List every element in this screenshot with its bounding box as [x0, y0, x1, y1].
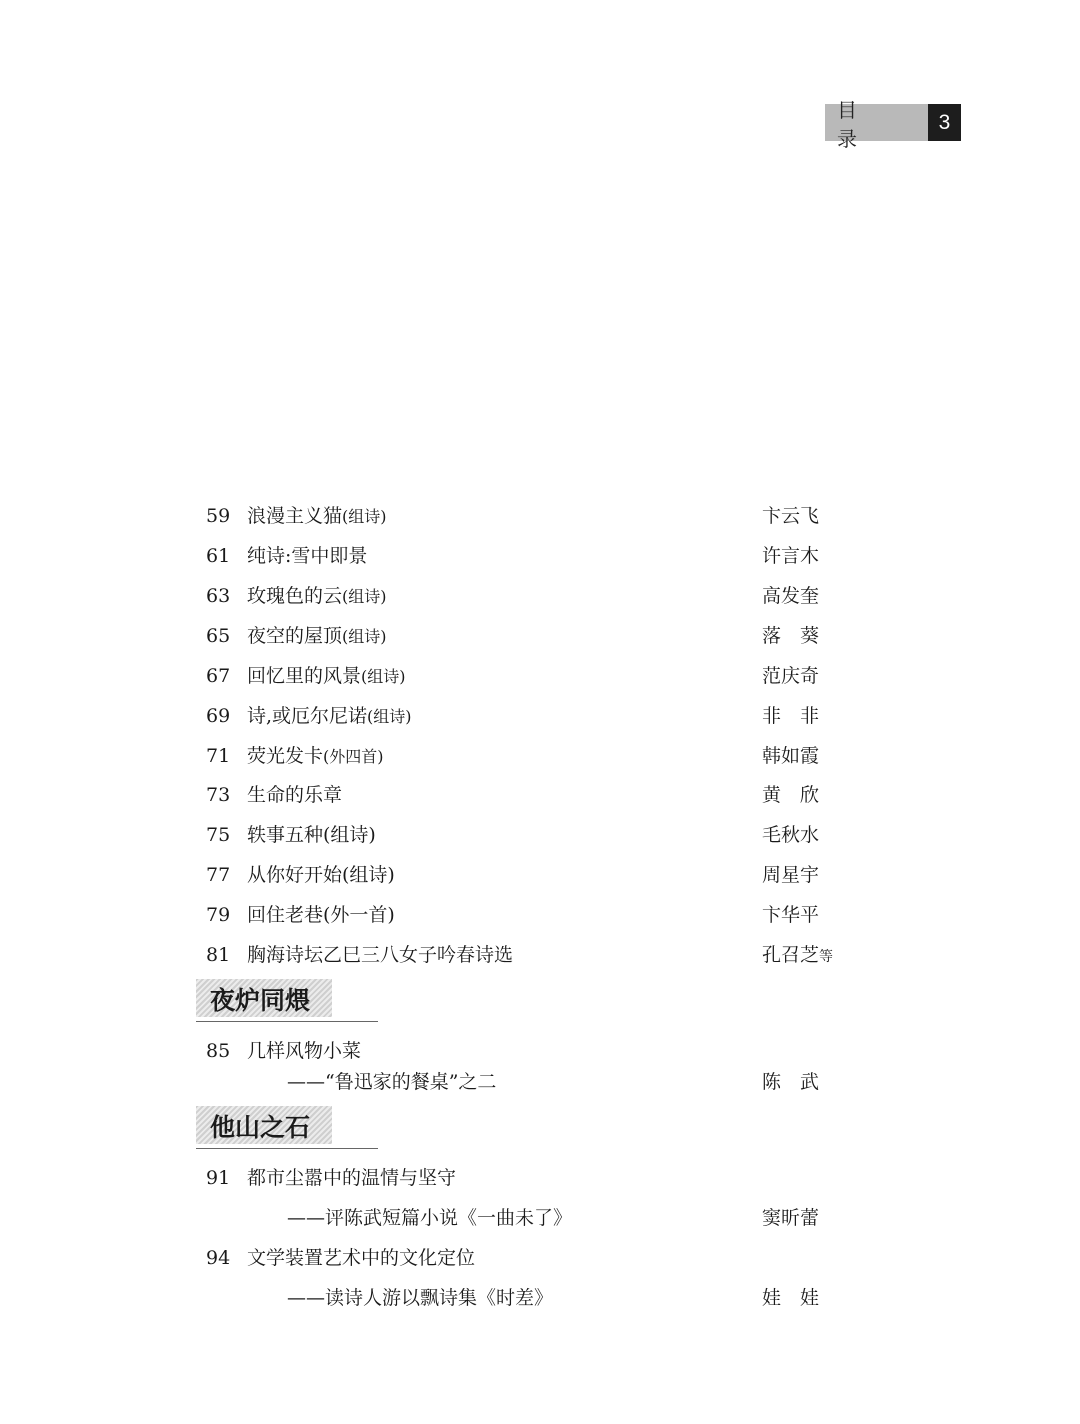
entry-subtitle: ——读诗人游以飘诗集《时差》: [287, 1287, 554, 1309]
entry-title: 回忆里的风景(组诗): [247, 665, 406, 687]
entry-title: 生命的乐章: [247, 784, 343, 806]
entry-page: 61: [206, 545, 231, 567]
entry-author: 落 葵: [762, 625, 820, 647]
section-divider: [196, 1148, 378, 1149]
entry-author: 孔召芝等: [762, 944, 834, 966]
entry-author: 陈 武: [762, 1071, 820, 1093]
entry-author: 卞华平: [762, 904, 820, 926]
entry-author: 周星宇: [762, 864, 820, 886]
entry-author: 窦昕蕾: [762, 1207, 820, 1229]
entry-author: 黄 欣: [762, 784, 820, 806]
toc-header-text: 目 录: [837, 97, 897, 151]
entry-author: 范庆奇: [762, 665, 820, 687]
entry-title: 夜空的屋顶(组诗): [247, 625, 387, 647]
entry-page: 65: [206, 625, 231, 647]
entry-subtitle: ——评陈武短篇小说《一曲未了》: [287, 1207, 573, 1229]
entry-title: 胸海诗坛乙巳三八女子吟春诗选: [247, 944, 514, 966]
entry-author: 娃 娃: [762, 1287, 820, 1309]
entry-title: 荧光发卡(外四首): [247, 745, 384, 767]
entry-page: 71: [206, 745, 231, 767]
entry-page: 94: [206, 1247, 231, 1269]
entry-page: 77: [206, 864, 231, 886]
entry-title: 回住老巷(外一首): [247, 904, 395, 926]
toc-header-label: [825, 97, 928, 151]
entry-title: 纯诗:雪中即景: [247, 545, 368, 567]
entry-title: 轶事五种(组诗): [247, 824, 376, 846]
entry-title: 玫瑰色的云(组诗): [247, 585, 387, 607]
entry-page: 91: [206, 1167, 231, 1189]
entry-title: 诗,或厄尔尼诺(组诗): [247, 705, 412, 727]
entry-subtitle: ——“鲁迅家的餐桌”之二: [287, 1071, 497, 1093]
toc-header-tab: [825, 97, 961, 151]
section-heading-text: 他山之石: [210, 1113, 311, 1142]
entry-author: 毛秋水: [762, 824, 820, 846]
entry-title: 文学装置艺术中的文化定位: [247, 1247, 476, 1269]
entry-title: 几样风物小菜: [247, 1040, 362, 1062]
section-divider: [196, 1021, 378, 1022]
entry-title: 都市尘嚣中的温情与坚守: [247, 1167, 457, 1189]
entry-page: 59: [206, 505, 231, 527]
entry-page: 63: [206, 585, 231, 607]
entry-page: 85: [206, 1040, 231, 1062]
entry-page: 69: [206, 705, 231, 727]
entry-page: 67: [206, 665, 231, 687]
entry-author: 许言木: [762, 545, 820, 567]
entry-page: 79: [206, 904, 231, 926]
entry-page: 73: [206, 784, 231, 806]
entry-title: 从你好开始(组诗): [247, 864, 395, 886]
entry-page: 81: [206, 944, 231, 966]
entry-page: 75: [206, 824, 231, 846]
entry-author: 韩如霞: [762, 745, 820, 767]
entry-author: 非 非: [762, 705, 820, 727]
page-number-badge: 3: [928, 104, 961, 141]
entry-author: 卞云飞: [762, 505, 820, 527]
entry-author: 高发奎: [762, 585, 820, 607]
entry-title: 浪漫主义猫(组诗): [247, 505, 387, 527]
section-heading-text: 夜炉同煨: [210, 986, 311, 1015]
